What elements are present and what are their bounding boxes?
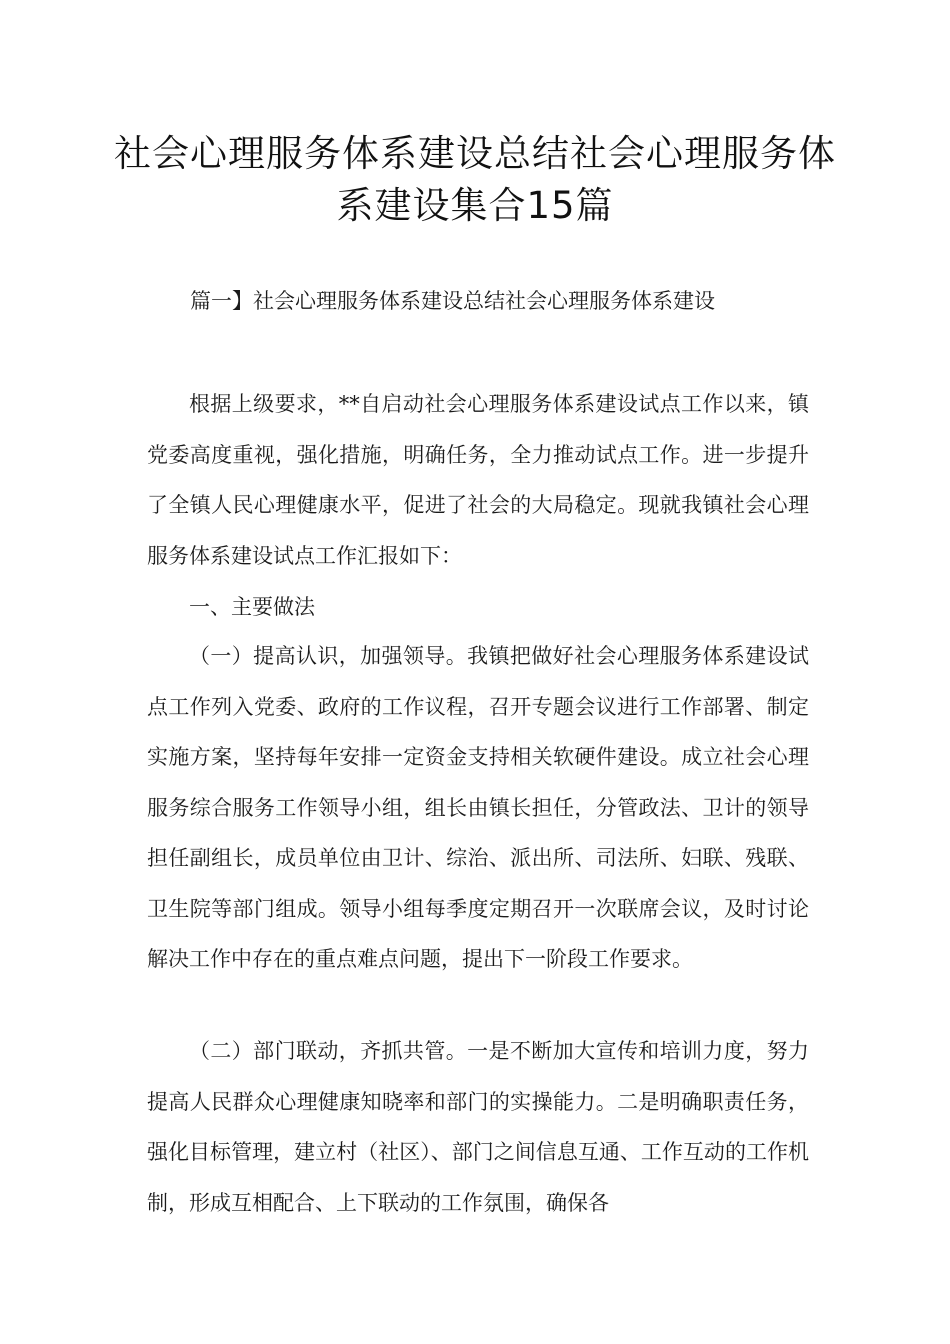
section-heading: 篇一】社会心理服务体系建设总结社会心理服务体系建设 [190, 289, 715, 313]
body-paragraph-coordination: （二）部门联动，齐抓共管。一是不断加大宣传和培训力度，努力提高人民群众心理健康知晓率和部门的实操能力。二是明确职责任务，强化目标管理，建立村（社区）、部门之间信息互通、工作互动的工作机制，形成互相配合、上下联动的工作氛围，确保各 [147, 1039, 809, 1215]
body-paragraph-leadership: （一）提高认识，加强领导。我镇把做好社会心理服务体系建设试点工作列入党委、政府的工作议程，召开专题会议进行工作部署、制定实施方案，坚持每年安排一定资金支持相关软硬件建设。成立社会心理服务综合服务工作领导小组，组长由镇长担任，分管政法、卫计的领导担任副组长，成员单位由卫计、综治、派出所、司法所、妇联、残联、卫生院等部门组成。领导小组每季度定期召开一次联席会议，及时讨论解决工作中存在的重点难点问题，提出下一阶段工作要求。 [147, 644, 809, 971]
document-title: 社会心理服务体系建设总结社会心理服务体系建设集合15篇 [114, 132, 836, 227]
body-paragraph-heading-main-practices: 一、主要做法 [189, 595, 315, 619]
body-paragraph-intro: 根据上级要求，**自启动社会心理服务体系建设试点工作以来，镇党委高度重视，强化措施，明确任务，全力推动试点工作。进一步提升了全镇人民心理健康水平，促进了社会的大局稳定。现就我镇社会心理服务体系建设试点工作汇报如下： [147, 392, 809, 568]
